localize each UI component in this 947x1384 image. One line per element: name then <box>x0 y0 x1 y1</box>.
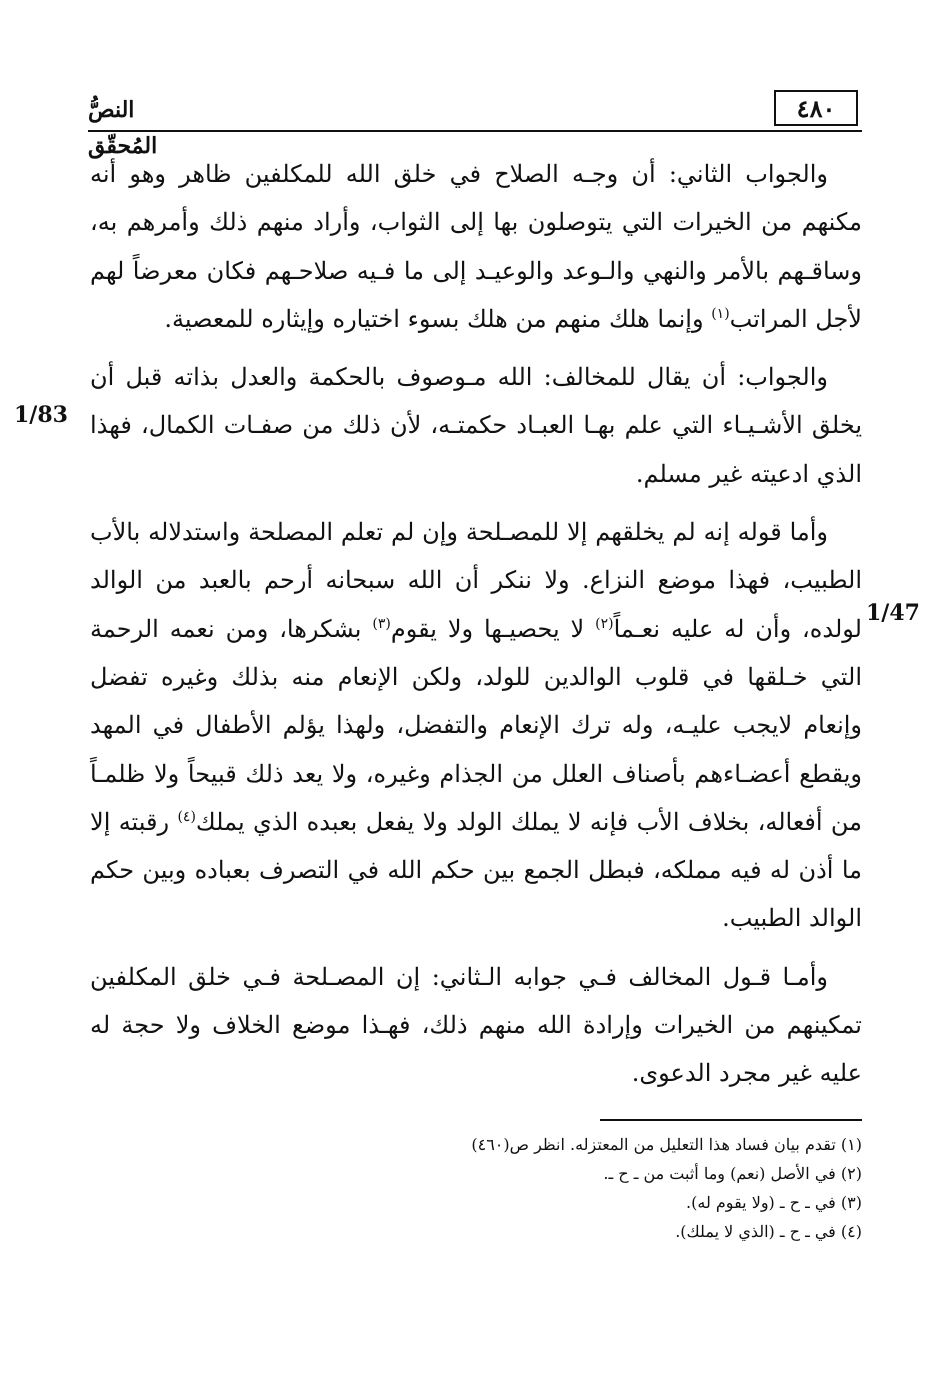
header-rule <box>88 130 862 132</box>
footnote: (١) تقدم بيان فساد هذا التعليل من المعتزله. انظر ص(٤٦٠) <box>471 1135 862 1154</box>
page-number: ٤٨٠ <box>774 90 858 126</box>
footnote-ref: (٤) <box>177 808 196 825</box>
body-text <box>90 150 862 1098</box>
footnote-ref: (١) <box>711 305 730 322</box>
paragraph-text: لا يحصيـها ولا يقوم <box>390 614 596 643</box>
paragraph-text: والجواب: أن يقال للمخالف: الله مـوصوف بالحكمة والعدل بذاته قبل أن يخلق الأشـيـاء التي علم بهـا العبـاد حكمتـه، لأن ذلك من صفـات الكمال، فهذا الذي ادعيته غير مسلم. <box>90 363 862 488</box>
running-head: النصُّ المُحقّق <box>88 97 158 159</box>
paragraph-1 <box>90 150 862 343</box>
footnote-rule <box>600 1119 862 1121</box>
footnotes <box>300 1130 862 1246</box>
footnote: (٤) في ـ ح ـ (الذي لا يملك). <box>675 1222 862 1241</box>
paragraph-3 <box>90 508 862 943</box>
margin-reference: 1/83 <box>14 402 68 428</box>
paragraph-text: والجواب الثاني: أن وجـه الصلاح في خلق الله للمكلفين ظاهر وهو أنه مكنهم من الخيرات التي يتوصلون بها إلى الثواب، وأراد منهم ذلك وأمرهم به، وساقـهم بالأمر والنهي والـوعد والوعيـد إلى ما فـيه صلاحـهم فكان معرضاً لهم لأجل المراتب <box>90 160 862 333</box>
paragraph-text: بشكرها، ومن نعمه الرحمة التي خـلقها في قلوب الوالدين للولد، ولكن الإنعام منه بذلك وغيره تفضل وإنعام لايجب عليـه، وله ترك الإنعام والتفضل، ولهذا يؤلم الأطفال في المهد ويقطع أعضـاءهم بأصناف العلل من الجذام وغيره، ولا يعد ذلك قبيحاً ولا ظلمـاً من أفعاله، بخلاف الأب فإنه لا يملك الولد ولا يفعل بعبده الذي يملك <box>90 614 862 836</box>
paragraph-text: وأمـا قـول المخالف فـي جوابه الـثاني: إن المصـلحة فـي خلق المكلفين تمكينهم من الخيرات وإرادة الله منهم ذلك، فهـذا موضع الخلاف ولا حجة له عليه غير مجرد الدعوى. <box>90 962 862 1088</box>
page-header <box>88 84 862 159</box>
footnote-ref: (٢) <box>595 615 614 632</box>
paragraph-2 <box>90 353 862 498</box>
paragraph-4 <box>90 953 862 1098</box>
paragraph-text: وإنما هلك منهم من هلك بسوء اختياره وإيثاره للمعصية. <box>164 304 712 333</box>
footnote: (٣) في ـ ح ـ (ولا يقوم له). <box>686 1193 862 1212</box>
paragraph-text: وأما قوله إنه لم يخلقهم إلا للمصـلحة وإن لم تعلم المصلحة واستدلاله بالأب الطبيب، فهذا موضع النزاع. ولا ننكر أن الله سبحانه أرحم بالعبد من الوالد لولده، وأن له عليه نعـماً <box>90 518 862 643</box>
margin-reference: 1/47 <box>866 600 920 626</box>
footnote: (٢) في الأصل (نعم) وما أثبت من ـ ح ـ. <box>603 1164 862 1183</box>
footnote-ref: (٣) <box>372 615 391 632</box>
paragraph-text: رقبته إلا ما أذن له فيه مملكه، فبطل الجمع بين حكم الله في التصرف بعباده وبين حكم الوالد الطبيب. <box>90 807 862 933</box>
